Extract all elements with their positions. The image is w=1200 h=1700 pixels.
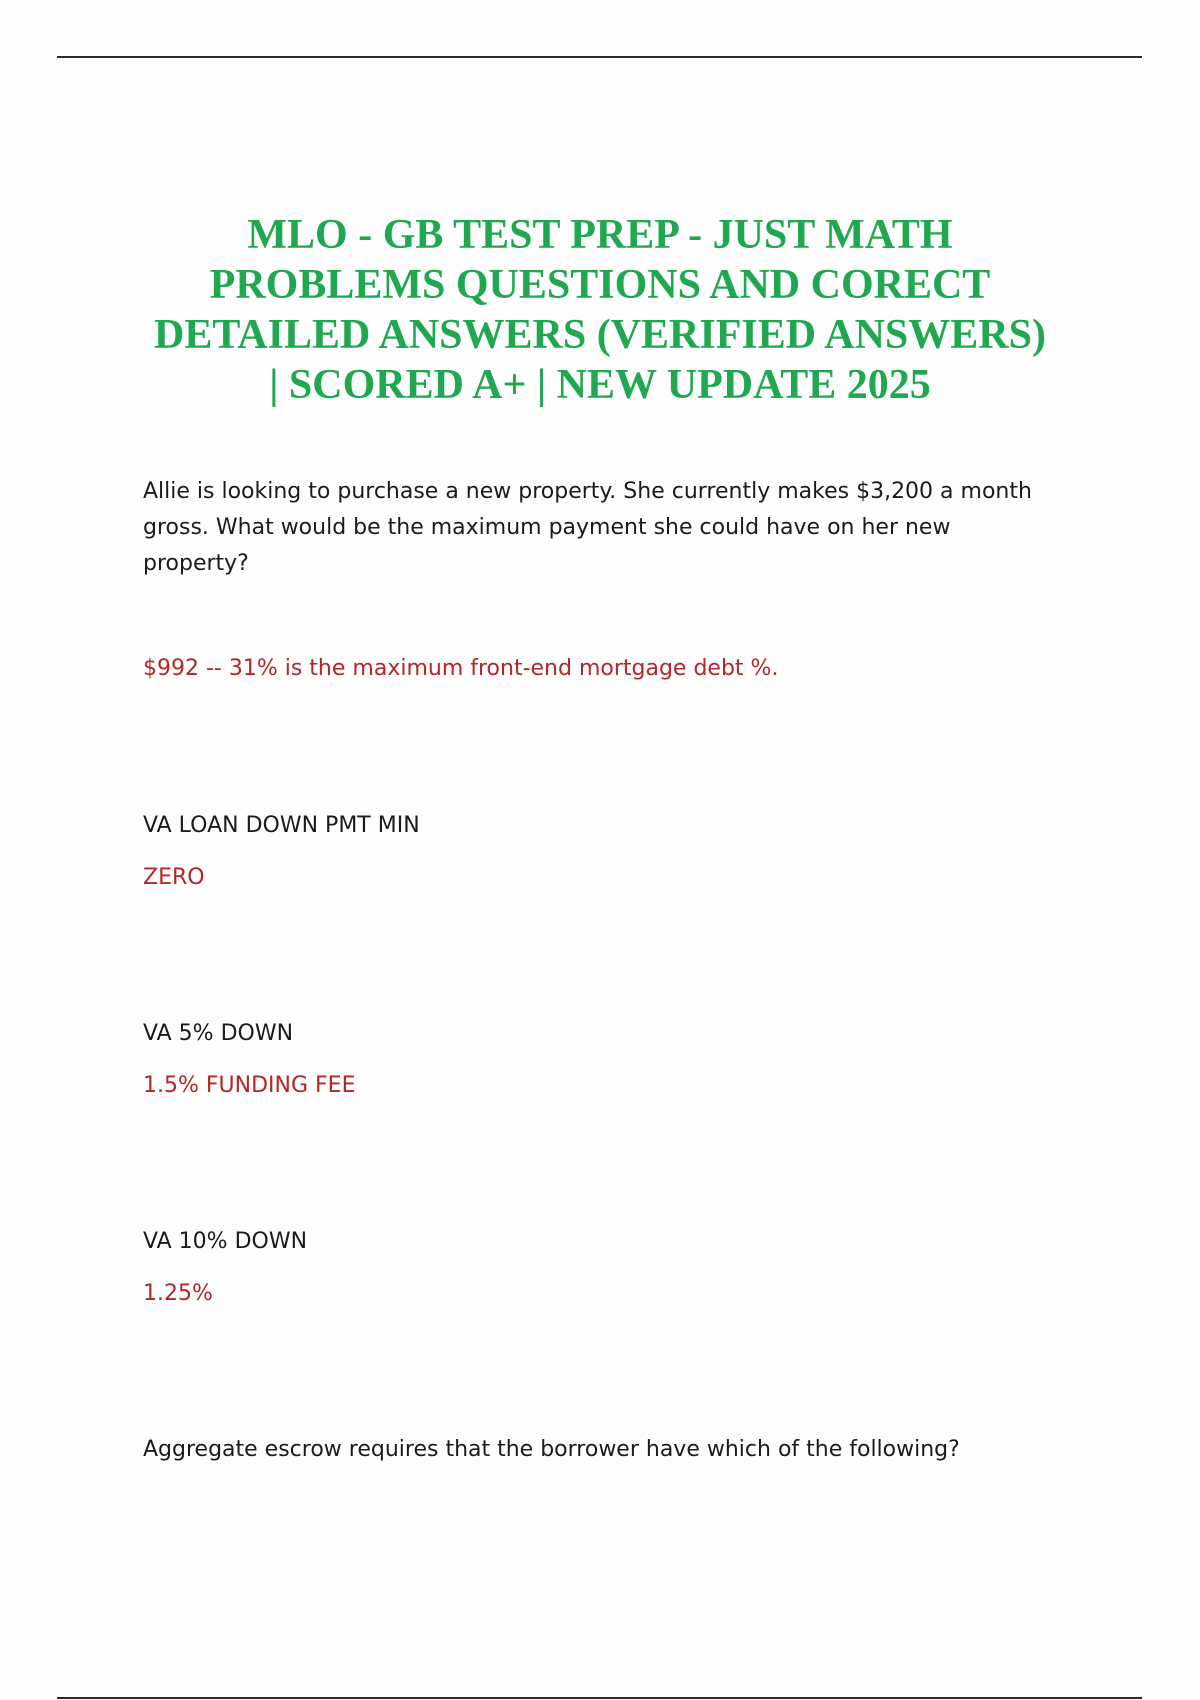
question-1-line: property?: [143, 551, 249, 576]
answer-1: $992 -- 31% is the maximum front-end mortgage debt %.: [143, 656, 779, 681]
title-line: MLO - GB TEST PREP - JUST MATH: [247, 212, 953, 258]
bottom-rule: [57, 1697, 1142, 1699]
document-title: [100, 210, 1100, 410]
title-line: | SCORED A+ | NEW UPDATE 2025: [269, 362, 931, 408]
question-1-line: Allie is looking to purchase a new property. She currently makes $3,200 a month: [143, 479, 1032, 504]
title-line: PROBLEMS QUESTIONS AND CORECT: [209, 262, 991, 308]
answer-3: 1.5% FUNDING FEE: [143, 1073, 356, 1098]
question-1-line: gross. What would be the maximum payment she could have on her new: [143, 515, 951, 540]
question-5: Aggregate escrow requires that the borrower have which of the following?: [143, 1437, 960, 1462]
top-rule: [57, 56, 1142, 58]
question-4: VA 10% DOWN: [143, 1229, 308, 1254]
question-2: VA LOAN DOWN PMT MIN: [143, 813, 420, 838]
question-3: VA 5% DOWN: [143, 1021, 294, 1046]
answer-4: 1.25%: [143, 1281, 213, 1306]
answer-2: ZERO: [143, 865, 205, 890]
title-line: DETAILED ANSWERS (VERIFIED ANSWERS): [154, 312, 1046, 358]
question-1: [143, 474, 1073, 582]
